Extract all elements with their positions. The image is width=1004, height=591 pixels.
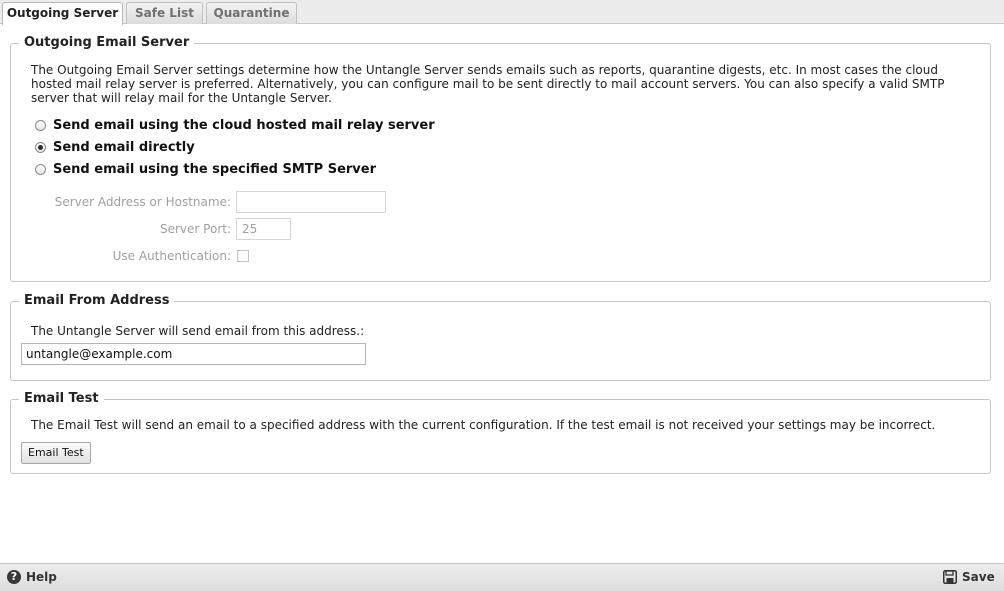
- save-label: Save: [962, 570, 995, 584]
- use-authentication-checkbox[interactable]: [237, 250, 249, 262]
- panel-legend: Email From Address: [19, 293, 174, 309]
- server-port-input[interactable]: 25: [236, 218, 291, 240]
- radio-label: Send email directly: [53, 140, 195, 155]
- server-port-label: Server Port:: [160, 222, 231, 236]
- tab-outgoing-server[interactable]: Outgoing Server: [2, 2, 123, 25]
- server-address-input[interactable]: [236, 191, 386, 213]
- radio-button[interactable]: [35, 164, 46, 175]
- outgoing-email-server-panel: [10, 35, 991, 282]
- email-from-address-panel: [10, 293, 991, 381]
- server-address-label: Server Address or Hostname:: [54, 195, 231, 209]
- email-test-description: The Email Test will send an email to a specified address with the current configuration. If the test email is not received your settings may be incorrect.: [31, 418, 936, 432]
- help-label: Help: [26, 570, 57, 584]
- help-button[interactable]: [7, 568, 67, 588]
- email-test-button[interactable]: Email Test: [21, 442, 91, 464]
- question-circle-icon: ?: [7, 570, 21, 584]
- email-test-panel: [10, 391, 991, 474]
- radio-button[interactable]: [35, 120, 46, 131]
- radio-label: Send email using the cloud hosted mail relay server: [53, 118, 435, 133]
- radio-button-selected[interactable]: [35, 142, 46, 153]
- save-button[interactable]: [943, 568, 999, 588]
- floppy-disk-icon: [943, 570, 957, 584]
- radio-label: Send email using the specified SMTP Server: [53, 162, 377, 177]
- tab-bar: [0, 0, 1004, 24]
- use-authentication-label: Use Authentication:: [112, 249, 231, 263]
- from-address-input[interactable]: untangle@example.com: [21, 343, 366, 365]
- panel-legend: Outgoing Email Server: [19, 35, 194, 51]
- footer-toolbar: [0, 563, 1004, 591]
- tab-quarantine[interactable]: Quarantine: [206, 2, 297, 24]
- from-address-description: The Untangle Server will send email from this address.:: [31, 324, 365, 338]
- tab-safe-list[interactable]: Safe List: [126, 2, 203, 24]
- panel-legend: Email Test: [19, 391, 104, 407]
- panel-description: The Outgoing Email Server settings determine how the Untangle Server sends emails such as reports, quarantine digests, etc. In most cases the cloud hosted mail relay server is preferred. Alternatively, you can configure mail to be sent directly to mail account servers. You can also specify a valid SMTP server that will relay mail for the Untangle Server.: [31, 63, 945, 105]
